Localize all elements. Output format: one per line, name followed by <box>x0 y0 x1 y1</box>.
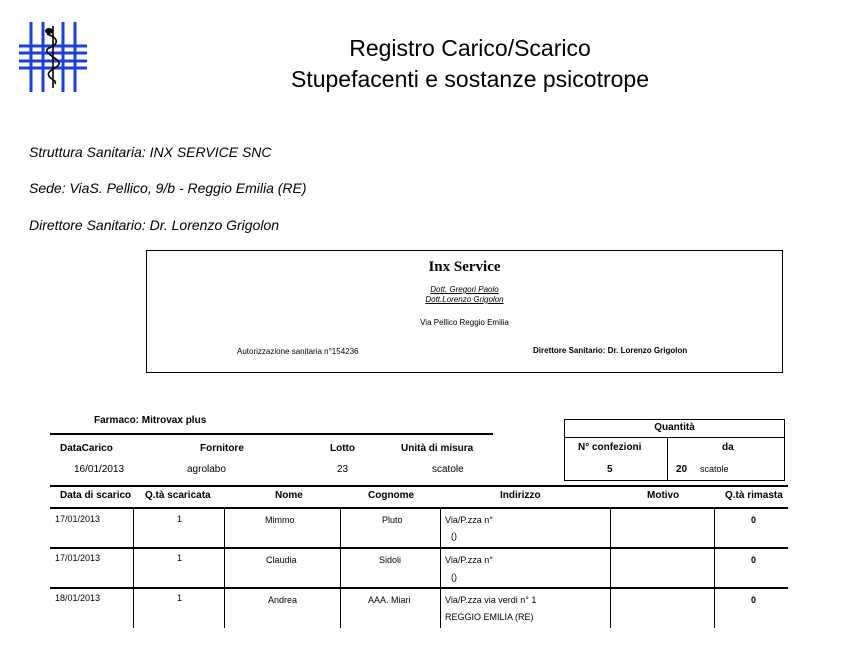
value-lotto: 23 <box>337 464 349 475</box>
column-divider <box>224 509 225 628</box>
quantita-da-unit: scatole <box>700 464 729 474</box>
column-divider <box>340 509 341 628</box>
company-director: Direttore Sanitario: Dr. Lorenzo Grigolon <box>533 346 688 355</box>
sede: Sede: ViaS. Pellico, 9/b - Reggio Emilia (RE) <box>29 180 307 196</box>
header-data-carico: DataCarico <box>60 443 113 454</box>
caduceus-cross-icon <box>19 22 87 92</box>
page-title-line2: Stupefacenti e sostanze psicotrope <box>290 66 649 92</box>
header-fornitore: Fornitore <box>200 443 244 454</box>
column-divider <box>714 509 715 628</box>
quantita-box <box>564 419 785 481</box>
header-cognome: Cognome <box>368 490 415 501</box>
row-rimasta: 0 <box>751 515 757 525</box>
row-data: 17/01/2013 <box>55 553 101 563</box>
quantita-divider <box>565 437 784 438</box>
direttore-sanitario: Direttore Sanitario: Dr. Lorenzo Grigolon <box>29 217 280 233</box>
quantita-title: Quantità <box>654 422 695 433</box>
row-indirizzo-2: () <box>451 531 457 541</box>
authorization-number: Autorizzazione sanitaria n°154236 <box>237 347 359 356</box>
row-qta: 1 <box>177 553 183 563</box>
row-indirizzo-1: Via/P.zza via verdi n° 1 <box>445 595 537 605</box>
farmaco-label: Farmaco: Mitrovax plus <box>94 415 207 426</box>
doctor-1: Dott. Gregori Paolo <box>430 285 499 294</box>
row-data: 17/01/2013 <box>55 514 101 524</box>
row-indirizzo-1: Via/P.zza n° <box>445 555 493 565</box>
company-address: Via Pellico Reggio Emilia <box>420 318 509 327</box>
row-indirizzo-2: REGGIO EMILIA (RE) <box>445 612 534 622</box>
scarico-top-rule <box>50 485 788 487</box>
header-indirizzo: Indirizzo <box>500 490 541 501</box>
struttura-sanitaria: Struttura Sanitaria: INX SERVICE SNC <box>29 144 272 160</box>
company-box <box>146 250 783 373</box>
value-data-carico: 16/01/2013 <box>74 464 125 475</box>
doctor-2: Dott.Lorenzo Grigolon <box>425 295 504 304</box>
row-qta: 1 <box>177 514 183 524</box>
quantita-confezioni-label: N° confezioni <box>578 442 642 453</box>
row-qta: 1 <box>177 593 183 603</box>
row-rimasta: 0 <box>751 595 757 605</box>
value-unita-misura: scatole <box>432 464 464 475</box>
row-nome: Claudia <box>266 555 297 565</box>
header-qta-rimasta: Q.tà rimasta <box>725 490 783 501</box>
row-rimasta: 0 <box>751 555 757 565</box>
carico-top-rule <box>50 433 493 435</box>
column-divider <box>610 509 611 628</box>
row-divider <box>50 587 788 589</box>
quantita-confezioni-value: 5 <box>607 464 613 475</box>
quantita-da-label: da <box>722 442 734 453</box>
value-fornitore: agrolabo <box>187 464 226 475</box>
row-cognome: Sidoli <box>379 555 402 565</box>
header-qta-scaricata: Q.tà scaricata <box>145 490 211 501</box>
scarico-header-rule <box>50 507 788 509</box>
row-divider <box>50 547 788 549</box>
header-data-scarico: Data di scarico <box>60 490 132 501</box>
quantita-da-value: 20 <box>676 464 688 475</box>
header-unita-misura: Unità di misura <box>401 443 474 454</box>
header-motivo: Motivo <box>647 490 680 501</box>
row-data: 18/01/2013 <box>55 593 101 603</box>
company-name: Inx Service <box>428 259 501 275</box>
column-divider <box>440 509 441 628</box>
row-nome: Andrea <box>268 595 298 605</box>
row-indirizzo-2: () <box>451 572 457 582</box>
page-title-line1: Registro Carico/Scarico <box>349 35 591 61</box>
row-nome: Mimmo <box>265 515 295 525</box>
column-divider <box>133 509 134 628</box>
row-indirizzo-1: Via/P.zza n° <box>445 515 493 525</box>
row-cognome: Pluto <box>382 515 403 525</box>
header-nome: Nome <box>275 490 303 501</box>
header-lotto: Lotto <box>330 443 355 454</box>
caduceus-cross-logo <box>19 22 87 92</box>
row-cognome: AAA. Miari <box>368 595 411 605</box>
quantita-column-divider <box>667 437 668 481</box>
